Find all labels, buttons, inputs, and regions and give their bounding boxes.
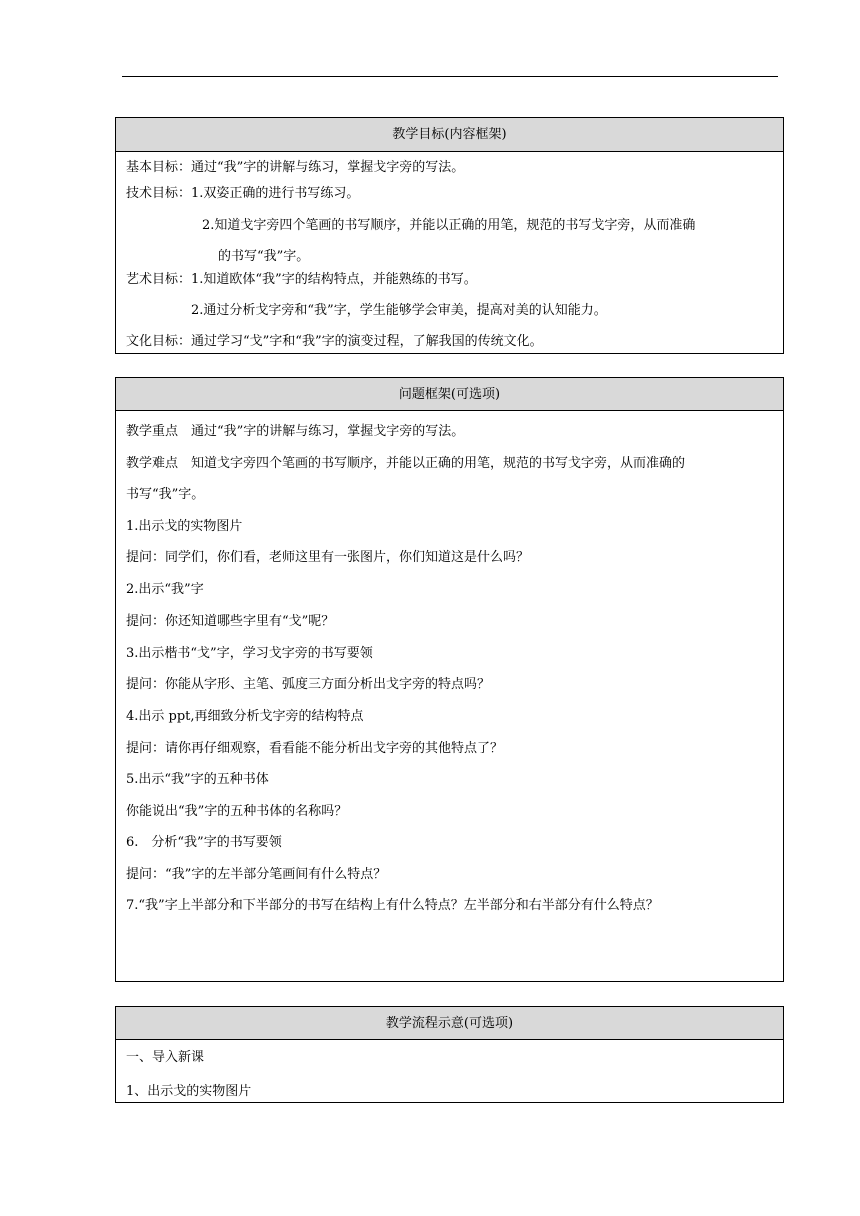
- basic-goal-line: 基本目标：通过“我”字的讲解与练习，掌握戈字旁的写法。: [126, 160, 465, 175]
- teaching-goals-table: [115, 117, 784, 354]
- question-line: 3.出示楷书“戈”字，学习戈字旁的书写要领: [126, 646, 373, 661]
- question-framework-header: 问题框架(可选项): [116, 378, 783, 411]
- question-line: 7.“我”字上半部分和下半部分的书写在结构上有什么特点？左半部分和右半部分有什么特点？: [126, 898, 659, 913]
- question-framework-body: [116, 411, 783, 981]
- tech-goal-line-2-cont: 的书写“我”字。: [218, 249, 310, 264]
- question-line: 提问：“我”字的左半部分笔画间有什么特点？: [126, 867, 387, 882]
- question-line: 你能说出“我”字的五种书体的名称吗？: [126, 804, 348, 819]
- art-goal-line: 艺术目标：1.知道欧体“我”字的结构特点，并能熟练的书写。: [126, 272, 477, 287]
- question-line: 5.出示“我”字的五种书体: [126, 772, 269, 787]
- question-line: 教学重点 通过“我”字的讲解与练习，掌握戈字旁的写法。: [126, 424, 465, 439]
- question-line: 2.出示“我”字: [126, 582, 204, 597]
- question-line: 4.出示 ppt,再细致分析戈字旁的结构特点: [126, 709, 364, 724]
- question-line: 1.出示戈的实物图片: [126, 519, 243, 534]
- question-line: 提问：你还知道哪些字里有“戈”呢？: [126, 614, 335, 629]
- teaching-goals-header: 教学目标(内容框架): [116, 118, 783, 152]
- tech-goal-line: 技术目标：1.双姿正确的进行书写练习。: [126, 186, 360, 201]
- teaching-flow-table: [115, 1006, 784, 1103]
- teaching-flow-header: 教学流程示意(可选项): [116, 1007, 783, 1040]
- tech-goal-line-2: 2.知道戈字旁四个笔画的书写顺序，并能以正确的用笔，规范的书写戈字旁，从而准确: [202, 218, 696, 233]
- question-line: 6. 分析“我”字的书写要领: [126, 835, 282, 850]
- culture-goal-line: 文化目标：通过学习“戈”字和“我”字的演变过程，了解我国的传统文化。: [126, 334, 543, 349]
- question-line: 书写“我”字。: [126, 487, 205, 502]
- question-framework-table: [115, 377, 784, 982]
- question-line: 提问：请你再仔细观察，看看能不能分析出戈字旁的其他特点了？: [126, 741, 504, 756]
- teaching-flow-body: [116, 1040, 783, 1102]
- question-line: 提问：你能从字形、主笔、弧度三方面分析出戈字旁的特点吗？: [126, 677, 491, 692]
- art-goal-line-2: 2.通过分析戈字旁和“我”字，学生能够学会审美，提高对美的认知能力。: [191, 303, 607, 318]
- flow-line: 一、导入新课: [126, 1050, 205, 1065]
- flow-line: 1、出示戈的实物图片: [126, 1084, 252, 1099]
- question-line: 教学难点 知道戈字旁四个笔画的书写顺序，并能以正确的用笔，规范的书写戈字旁，从而准确的: [126, 456, 686, 471]
- teaching-goals-body: [116, 152, 783, 353]
- header-rule: [122, 76, 778, 77]
- question-line: 提问：同学们，你们看，老师这里有一张图片，你们知道这是什么吗？: [126, 550, 530, 565]
